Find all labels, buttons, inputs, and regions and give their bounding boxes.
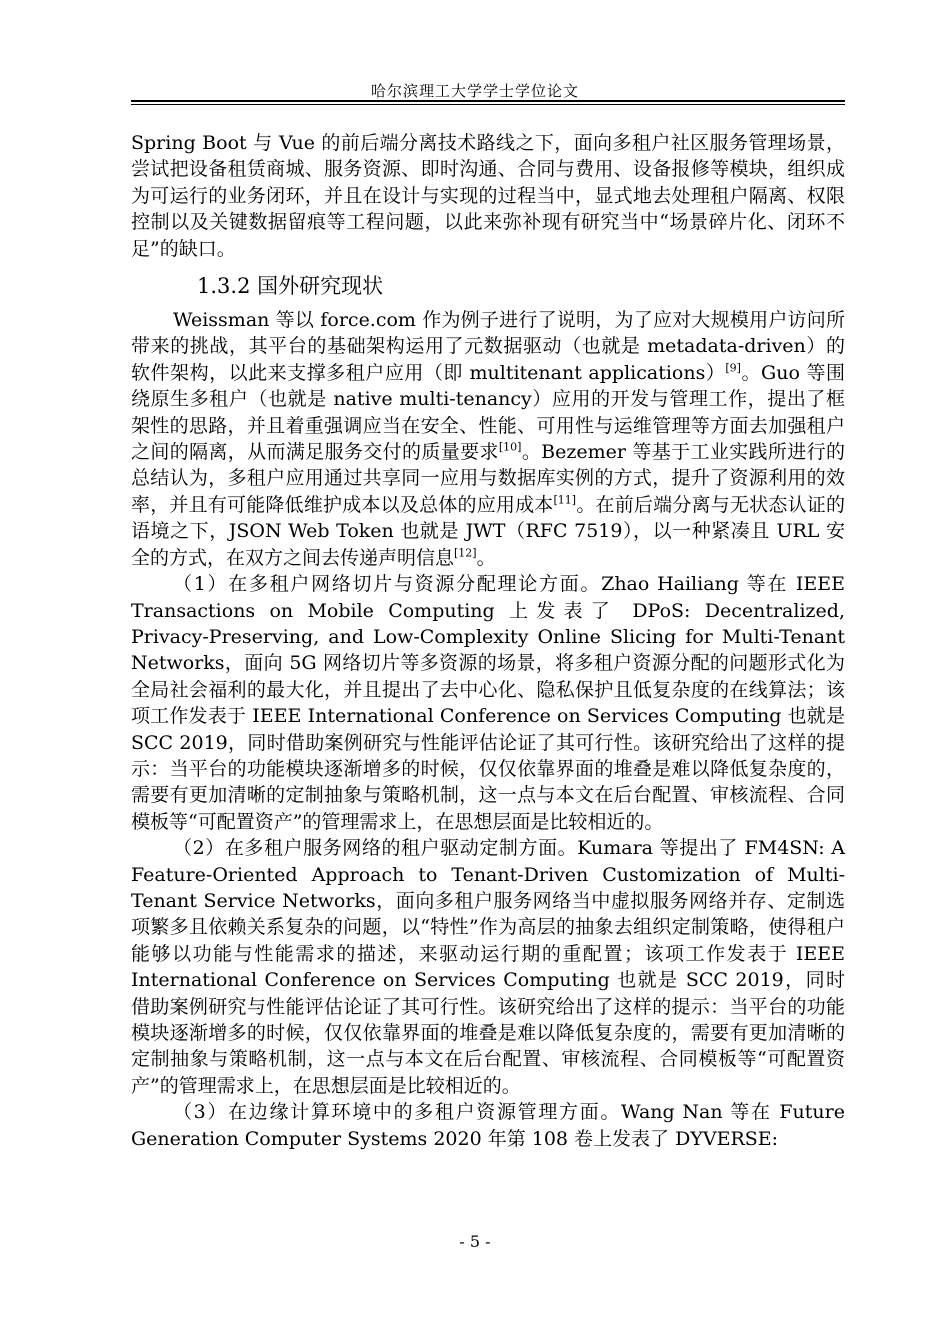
header-rule-thin — [131, 104, 845, 105]
header-title: 哈尔滨理工大学学士学位论文 — [370, 82, 579, 100]
citation-ref: [10] — [498, 440, 522, 454]
text-segment: 。在前后端分离与无状态认证的语境之下，JSON Web Token 也就是 JWT（RFC 7519），以一种紧凑且 URL 安全的方式，在双方之间去传递声明信息 — [131, 493, 845, 569]
text-segment: Weissman 等以 force.com 作为例子进行了说明，为了应对大规模用户访问所带来的挑战，其平台的基础架构运用了元数据驱动（也就是 metadata-driven）的软件架构，以此来支撑多租户应用（即 multitenant applications） — [131, 309, 845, 384]
header-rule — [131, 100, 845, 102]
paragraph-item-3: （3）在边缘计算环境中的多租户资源管理方面。Wang Nan 等在 Future Generation Computer Systems 2020 年第 108 卷上发表了 DYVERSE: — [131, 1101, 845, 1150]
text-segment: 。Bezemer 等基于工业实践所进行的总结认为，多租户应用通过共享同一应用与数据库实例的方式，提升了资源利用的效率，并且有可能降低维护成本以及总体的应用成本 — [131, 441, 845, 516]
body-content — [131, 130, 845, 1152]
citation-ref: [9] — [725, 361, 741, 375]
section-heading: 1.3.2 国外研究现状 — [197, 274, 384, 299]
paragraph-item-2: （2）在多租户服务网络的租户驱动定制方面。Kumara 等提出了 FM4SN: A Feature-Oriented Approach to Tenant-Driven Customization of Multi-Tenant Service Networks，面向多租户服务网络当中虚拟服务网络并存、定制选项繁多且依赖关系复杂的问题，以“特性”作为高层的抽象去组织定制策略，使得租户能够以功能与性能需求的描述，来驱动运行期的重配置；该项工作发表于 IEEE International Conference on Services Computing 也就是 SCC 2019，同时借助案例研究与性能评估论证了其可行性。该研究给出了这样的提示：当平台的功能模块逐渐增多的时候，仅仅依靠界面的堆叠是难以降低复杂度的，需要有更加清晰的定制抽象与策略机制，这一点与本文在后台配置、审核流程、合同模板等“可配置资产”的管理需求上，在思想层面是比较相近的。 — [131, 837, 845, 1097]
text-segment: 。 — [476, 546, 496, 569]
paragraph-item-1: （1）在多租户网络切片与资源分配理论方面。Zhao Hailiang 等在 IEEE Transactions on Mobile Computing 上发表了 DPoS: Decentralized, Privacy-Preserving, and Low-Complexity Online Slicing for Multi-Tenant Networks，面向 5G 网络切片等多资源的场景，将多租户资源分配的问题形式化为全局社会福利的最大化，并且提出了去中心化、隐私保护且低复杂度的在线算法；该项工作发表于 IEEE International Conference on Services Computing 也就是 SCC 2019，同时借助案例研究与性能评估论证了其可行性。该研究给出了这样的提示：当平台的功能模块逐渐增多的时候，仅仅依靠界面的堆叠是难以降低复杂度的，需要有更加清晰的定制抽象与策略机制，这一点与本文在后台配置、审核流程、合同模板等“可配置资产”的管理需求上，在思想层面是比较相近的。 — [131, 573, 845, 833]
paragraph-foreign-research — [131, 307, 845, 571]
citation-ref: [12] — [454, 546, 477, 560]
text-segment: 。Guo 等围绕原生多租户（也就是 native multi-tenancy）应用的开发与管理工作，提出了框架性的思路，并且着重强调应当在安全、性能、可用性与运维管理等方面去加强租户之间的隔离，从而满足服务交付的质量要求 — [131, 361, 845, 464]
citation-ref: [11] — [553, 493, 577, 507]
page-number: - 5 - — [459, 1232, 491, 1251]
paragraph-continued: Spring Boot 与 Vue 的前后端分离技术路线之下，面向多租户社区服务管理场景，尝试把设备租赁商城、服务资源、即时沟通、合同与费用、设备报修等模块，组织成为可运行的业务闭环，并且在设计与实现的过程当中，显式地去处理租户隔离、权限控制以及关键数据留痕等工程问题，以此来弥补现有研究当中“场景碎片化、闭环不足”的缺口。 — [131, 132, 845, 260]
